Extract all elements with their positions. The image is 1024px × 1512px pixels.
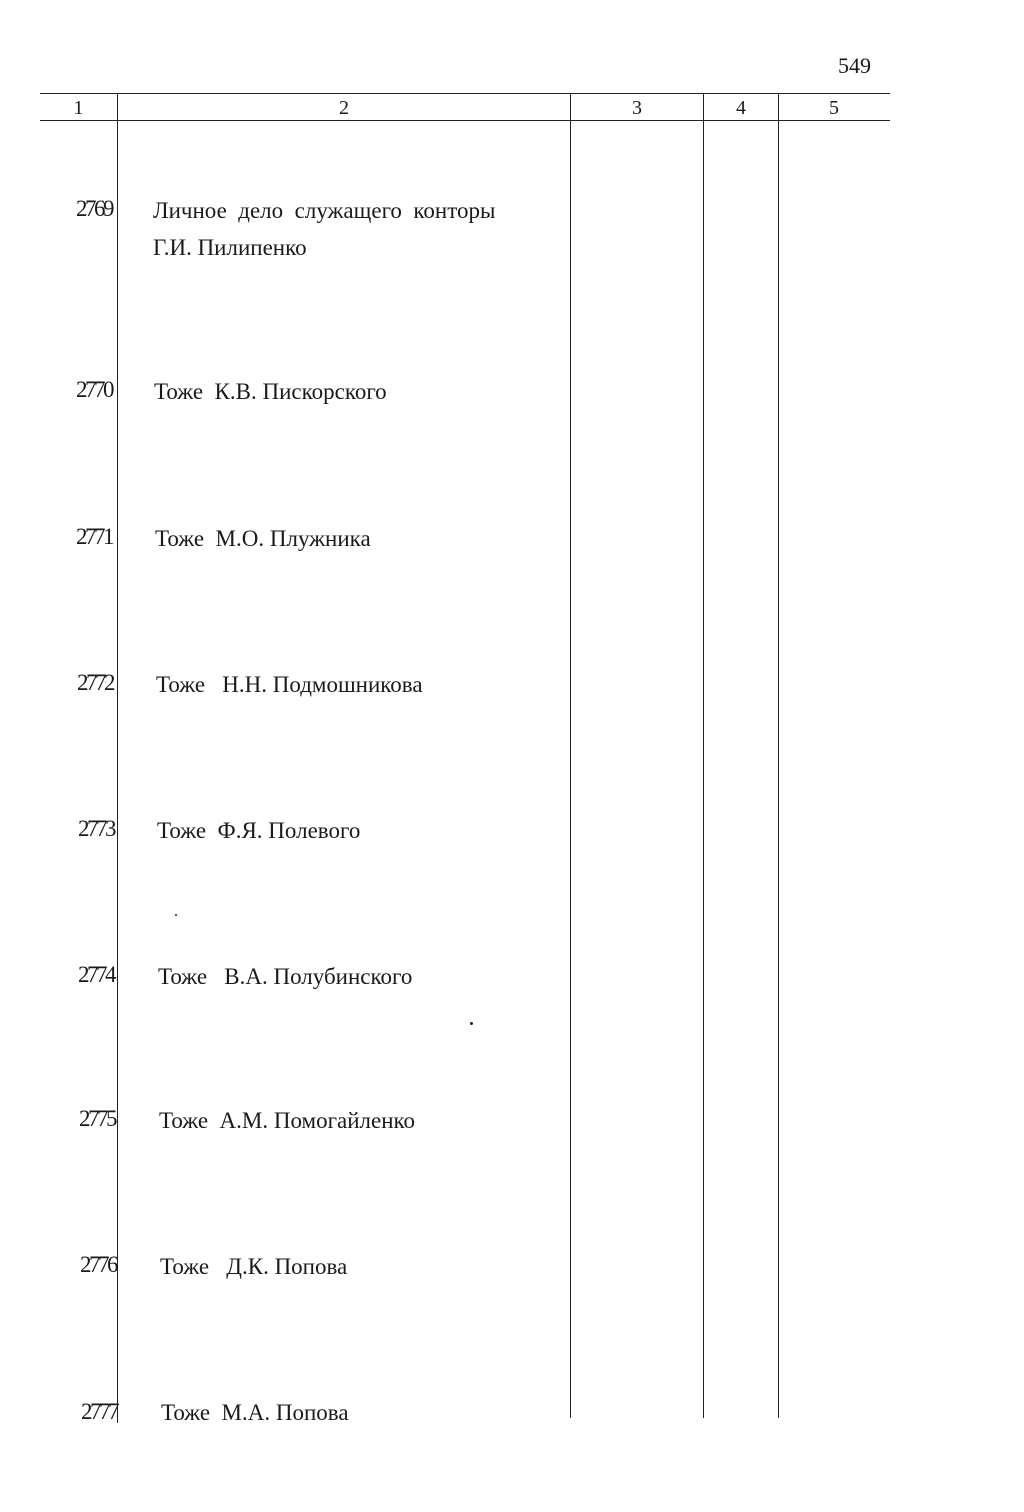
page-number: 549 xyxy=(838,53,871,78)
row-description-line-1: Личное дело служащего конторы xyxy=(153,198,496,223)
row-number: 2773 xyxy=(78,816,114,841)
row-number: 2770 xyxy=(76,377,112,402)
column-header-1: 1 xyxy=(73,97,84,119)
header-top-rule xyxy=(40,93,890,94)
row-number: 2774 xyxy=(78,962,114,987)
row-description-line-1: Тоже М.О. Плужника xyxy=(155,526,371,551)
row-number: 2772 xyxy=(77,670,113,695)
column-header-2: 2 xyxy=(339,97,349,119)
column-divider-2 xyxy=(570,93,571,1418)
row-description-line-1: Тоже М.А. Попова xyxy=(161,1400,349,1425)
row-number: 2769 xyxy=(76,196,112,221)
row-number: 2771 xyxy=(76,524,112,549)
column-header-5: 5 xyxy=(829,97,839,119)
row-number: 2776 xyxy=(80,1252,116,1277)
row-description-line-1: Тоже Н.Н. Подмошникова xyxy=(156,672,423,697)
scan-speck xyxy=(175,914,177,916)
row-number: 2775 xyxy=(79,1106,115,1131)
column-divider-3 xyxy=(703,93,704,1418)
row-description-line-2: Г.И. Пилипенко xyxy=(153,235,307,260)
column-header-4: 4 xyxy=(736,97,746,119)
row-description-line-1: Тоже К.В. Пискорского xyxy=(154,379,387,404)
row-description-line-1: Тоже А.М. Помогайленко xyxy=(159,1108,416,1133)
header-bottom-rule xyxy=(40,120,890,121)
column-header-3: 3 xyxy=(632,97,642,119)
scan-speck xyxy=(470,1022,473,1025)
column-divider-1 xyxy=(117,93,118,1423)
row-description-line-1: Тоже Ф.Я. Полевого xyxy=(157,818,361,843)
row-number: 2777 xyxy=(81,1399,117,1424)
row-description-line-1: Тоже В.А. Полубинского xyxy=(158,964,413,989)
row-description-line-1: Тоже Д.К. Попова xyxy=(160,1254,348,1279)
column-divider-4 xyxy=(778,93,779,1418)
